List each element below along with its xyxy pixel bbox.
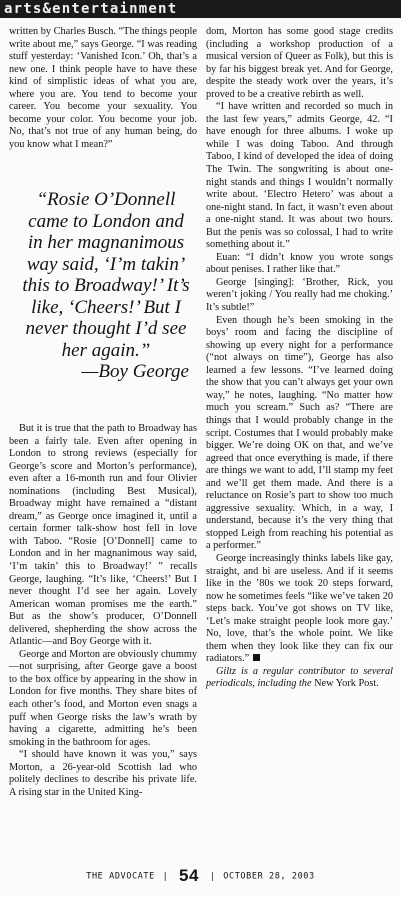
right-column xyxy=(206,26,393,691)
section-title: arts&entertainment xyxy=(4,1,178,17)
paragraph: written by Charles Busch. “The things people write about me,” says George. “I was reading stuff yesterday: ‘Vanished Icon.’ Oh, that’s a new one. I think people have to have these kind of simplistic ideas of what you are, where you are. You tend to become your career. You become your sexuality. You become your color. You become your job. No, that’s not true of any human being, do you know what I mean?” xyxy=(9,26,197,150)
paragraph: Euan: “I didn’t know you wrote songs about penises. I rather like that.” xyxy=(206,251,393,276)
page-footer xyxy=(0,866,401,886)
author-credit-text: Giltz is a regular contributor to several periodicals, including the xyxy=(206,665,393,690)
paragraph: George and Morton are obviously chummy—not surprising, after George gave a boost to the box office by appearing in the show in London for five months. They share bites of each other’s food, and Morton even snags a puff when George risks the law’s wrath by having a cigarette, admitting he’s been smoking in the bathroom for ages. xyxy=(9,648,197,748)
paragraph: George [singing]: ‘Brother, Rick, you weren’t joking / You really had me choking.’ It’s subtle!” xyxy=(206,276,393,314)
author-credit xyxy=(206,666,393,691)
paragraph: “I have written and recorded so much in the last few years,” admits George, 42. “I have enough for three albums. I woke up while I was doing Taboo. And through Taboo, I kind of developed the idea of doing The Twin. The songwriting is about one-night stands and things I wouldn’t normally write about. ‘Electro Hetero’ was about a one-night stand. In fact, it wasn’t even about a one-night stand. It was about two hours. But the penis was so colossal, I had to write something about it.” xyxy=(206,101,393,251)
paragraph-text: George increasingly thinks labels like gay, straight, and bi are useless. And if it seems like in the ’80s we took 20 steps forward, now he sometimes feels “like we’ve taken 20 steps back. You’ve got shows on TV like, ‘Let’s make straight people look more gay.’ No, love, that’s the whole point. We like them when they look like they can fix our radiators.” xyxy=(206,552,393,665)
footer-separator: | xyxy=(162,871,169,882)
footer-date: OCTOBER 28, 2003 xyxy=(223,871,315,882)
paragraph: Even though he’s been smoking in the boys’ room and facing the discipline of showing up every night for a performance (“not always on time”), George has also learned a few lessons. “I’ve learned doing the show that you can’t always get your own way,” he notes, laughing. “No matter how much you scream.” Such as? “There are things that I would probably change in the script. Costumes that I would probably make bigger. We’re doing OK on that, and we’ve agreed that once everything is made, if there are things we want to add, I’ll stamp my feet and we’ll get them made. And there is a reluctance on Rosie’s part to show too much aggressive sexuality. Which, in a way, I understand, because it’s the very thing that stopped Leigh from reaching his potential as a performer.” xyxy=(206,314,393,552)
section-header xyxy=(0,0,401,18)
publication-name: New York Post. xyxy=(314,678,379,690)
page-number: 54 xyxy=(179,866,200,885)
paragraph: “I should have known it was you,” says Morton, a 26-year-old Scottish lad who politely declines to describe his private life. A rising star in the United King- xyxy=(9,749,197,798)
paragraph: But it is true that the path to Broadway has been a fairly tale. Even after opening in London to strong reviews (especially for George’s score and Morton’s performance), even after a 16-month run and four Olivier nominations (including Best Musical), Broadway might have remained a “distant dream,” as George once imagined it, until a certain former talk-show host fell in love with Taboo. “Rosie [O’Donnell] came to London and in her magnanimous way said, ‘I’m takin’ this to Broadway!’ ” recalls George, laughing. “It’s like, ‘Cheers!’ But I never thought I’d see her again. Lovely American woman promises me the earth.” But as the show’s producer, O’Donnell delivered, shepherding the show across the Atlantic—and Boy George with it. xyxy=(9,422,197,648)
pull-quote xyxy=(19,189,193,383)
footer-separator: | xyxy=(209,871,216,882)
pull-quote-text: “Rosie O’Donnell came to London and in her magnanimous way said, ‘I’m takin’ this to Broadway!’ It’s like, ‘Cheers!’ But I never thought I’d see her again.” xyxy=(22,189,190,361)
pull-quote-attribution: —Boy George xyxy=(81,361,189,383)
paragraph xyxy=(206,553,393,666)
paragraph: dom, Morton has some good stage credits (including a workshop production of a musical version of Queer as Folk), but this is by far his biggest break yet. And for George, despite the steady work over the years, it’s proved to be a creative rebirth as well. xyxy=(206,26,393,100)
end-mark-icon xyxy=(253,654,260,661)
left-column xyxy=(9,26,197,799)
footer-publication: THE ADVOCATE xyxy=(86,871,155,882)
